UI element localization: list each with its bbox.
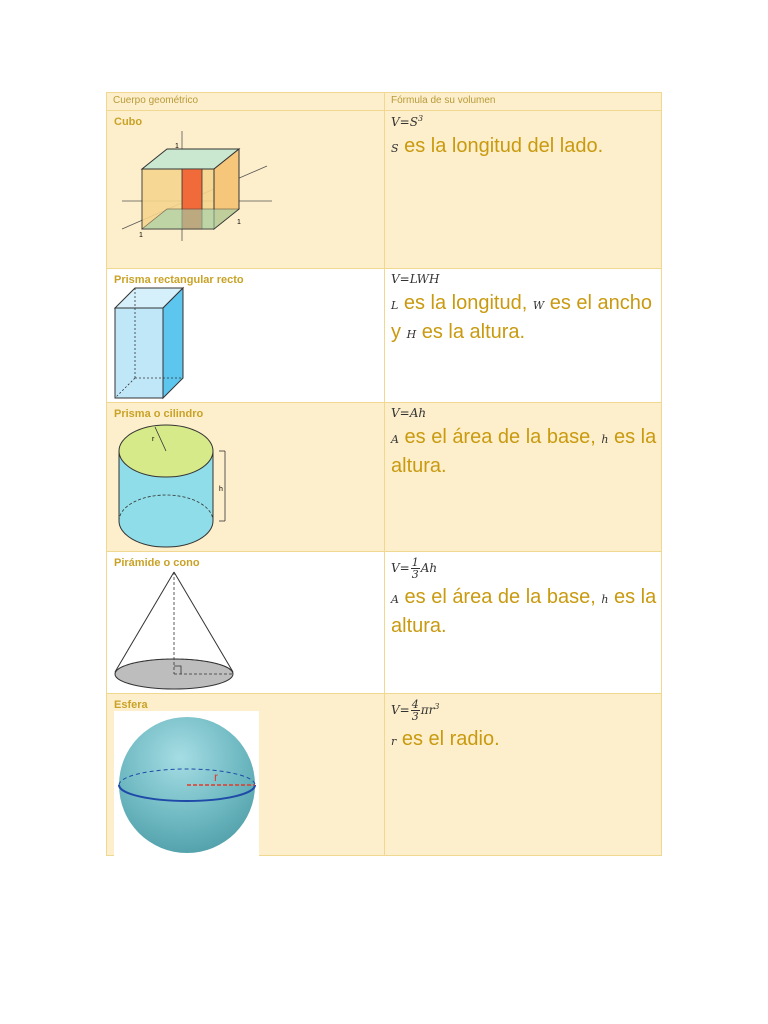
- header-formula: Fórmula de su volumen: [391, 95, 496, 106]
- shape-cell: [107, 552, 385, 693]
- fraction: $\frac{4}{3}$: [411, 698, 419, 723]
- volume-formula: V=Ah: [391, 406, 427, 420]
- cube-illustration: [117, 131, 277, 243]
- shape-name: Prisma o cilindro: [114, 408, 204, 420]
- cube-tick-x: 1: [237, 219, 241, 226]
- cube-tick-z: 1: [139, 232, 143, 239]
- shape-cell: [107, 403, 385, 551]
- formula-cell: [385, 694, 661, 855]
- shape-name: Pirámide o cono: [114, 557, 200, 569]
- volume-formula: V= $\frac{1}{3}$ Ah: [391, 556, 438, 581]
- sphere-radius-label: r: [214, 770, 218, 784]
- volume-formula: V=LWH: [391, 272, 440, 286]
- shape-cell: [107, 111, 385, 268]
- shape-name: Esfera: [114, 699, 148, 711]
- cone-illustration: [113, 570, 243, 694]
- formula-description: S es la longitud del lado.: [391, 135, 604, 157]
- volume-formula: V= $\frac{4}{3}$ $\pi r^3$: [391, 698, 440, 723]
- height-label: h: [219, 486, 223, 493]
- table-header-row: [107, 93, 661, 110]
- cube-tick-y: 1: [175, 143, 179, 150]
- formula-cell: [385, 552, 661, 693]
- table-row-cone: [107, 551, 661, 693]
- formula-description: A es el área de la base, h es la altura.: [391, 426, 657, 477]
- table-row-cube: [107, 110, 661, 268]
- header-shape: Cuerpo geométrico: [107, 93, 385, 110]
- rectangular-prism-illustration: [112, 284, 192, 402]
- shape-name: Prisma rectangular recto: [114, 274, 244, 286]
- shape-name: Cubo: [114, 116, 143, 128]
- volume-formula: $V=S^3$: [391, 114, 424, 129]
- table-row-rectangular-prism: [107, 268, 661, 402]
- formula-description: L es la longitud, W es el ancho y H es la altura.: [391, 292, 653, 343]
- fraction: $\frac{1}{3}$: [411, 556, 419, 581]
- formula-cell: [385, 111, 661, 268]
- radius-label: r: [152, 436, 155, 443]
- formula-cell: [385, 269, 661, 402]
- table-row-sphere: [107, 693, 661, 855]
- volume-formula-table: [106, 92, 662, 856]
- sphere-illustration: [114, 711, 259, 856]
- formula-description: r es el radio.: [391, 728, 500, 750]
- formula-cell: [385, 403, 661, 551]
- shape-cell: [107, 694, 385, 855]
- table-row-cylinder: [107, 402, 661, 551]
- cylinder-illustration: [115, 421, 245, 551]
- formula-description: A es el área de la base, h es la altura.: [391, 586, 657, 637]
- shape-cell: [107, 269, 385, 402]
